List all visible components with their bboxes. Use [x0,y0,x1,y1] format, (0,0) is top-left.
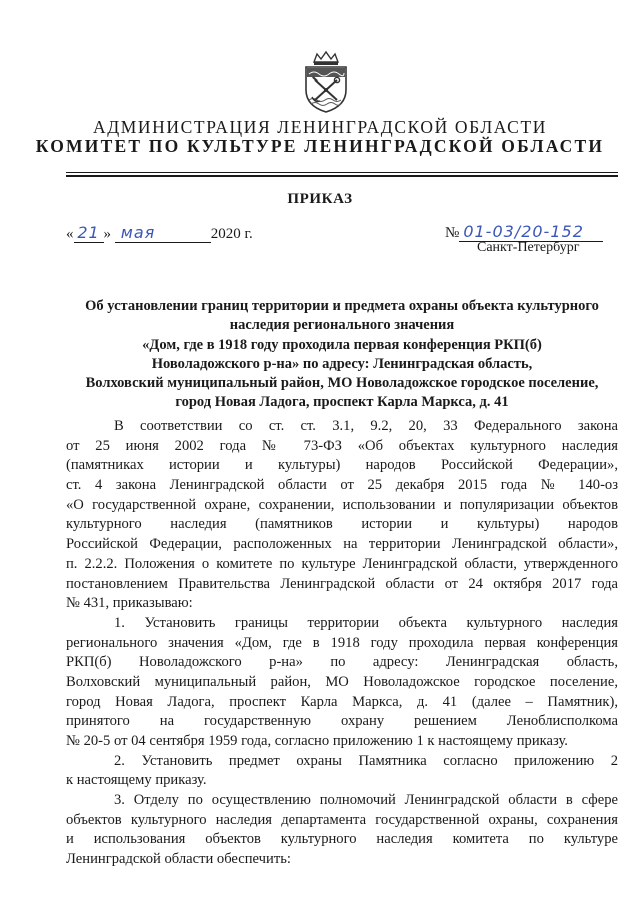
body-line: постановлением Правительства Ленинградской области от 24 октября 2017 года [66,575,618,592]
title-line: «Дом, где в 1918 году проходила первая конференция РКП(б) [142,336,542,353]
title-line: город Новая Ладога, проспект Карла Маркса, д. 41 [175,394,509,411]
body-line: «О государственной охране, сохранении, использовании и популяризации объектов [66,496,618,513]
order-number [445,222,615,242]
body-line: ст. 4 закона Ленинградской области от 25 декабря 2015 года № 140-оз [66,477,618,494]
city: Санкт-Петербург [477,240,580,255]
body-line: п. 2.2.2. Положения о комитете по культуре Ленинградской области, утвержденного [66,555,618,572]
number-value: 01-03/20-152 [459,222,603,242]
order-date [66,223,253,243]
body-line: 3. Отделу по осуществлению полномочий Ленинградской области в сфере [114,792,618,809]
title-line: Волховский муниципальный район, МО Новоладожское городское поселение, [85,375,599,392]
body-line: город Новая Ладога, проспект Карла Маркса, д. 41 (далее – Памятник), [66,693,618,710]
header-divider-thick [66,175,618,177]
committee-name: КОМИТЕТ ПО КУЛЬТУРЕ ЛЕНИНГРАДСКОЙ ОБЛАСТИ [35,136,605,156]
body-line: В соответствии со ст. ст. 3.1, 9.2, 20, 33 Федерального закона [114,418,618,434]
body-line: 2. Установить предмет охраны Памятника согласно приложению 2 [114,752,618,769]
body-line: № 20-5 от 04 сентября 1959 года, согласно приложению 1 к настоящему приказу. [66,733,568,749]
body-line: регионального значения «Дом, где в 1918 году проходила первая конференция [66,634,618,651]
body-line: и использования объектов культурного наследия комитета по культуре [66,831,618,848]
body-line: к настоящему приказу. [66,772,207,789]
document-body [66,417,618,870]
document-type: ПРИКАЗ [287,191,353,207]
header-divider-thin [66,172,618,173]
body-line: Ленинградской области обеспечить: [66,851,291,868]
title-line: Об установлении границ территории и предмета охраны объекта культурного [85,298,599,314]
date-day: 21 [74,223,104,243]
body-line: принятого на государственную охрану решением Леноблисполкома [66,713,618,730]
administration-name: АДМИНИСТРАЦИЯ ЛЕНИНГРАДСКОЙ ОБЛАСТИ [93,117,547,137]
body-line: от 25 июня 2002 года № 73-ФЗ «Об объектах культурного наследия [66,437,618,454]
document-title [66,297,618,413]
body-line: 1. Установить границы территории объекта культурного наследия [114,614,618,631]
body-line: РКП(б) Новоладожского р-на» по адресу: Ленинградская область, [66,654,618,671]
body-line: Волховский муниципальный район, МО Новоладожское городское поселение, [66,673,618,690]
title-line: наследия регионального значения [229,317,455,334]
date-open-quote: « [66,226,74,242]
title-line: Новоладожского р-на» по адресу: Ленинградская область, [151,355,533,372]
body-line: (памятниках истории и культуры) народов Российской Федерации», [66,457,618,474]
date-month: мая [115,223,211,243]
date-year: 2020 г. [210,226,253,242]
body-line: культурного наследия (памятников истории и культуры) народов [66,516,618,533]
body-line: объектов культурного наследия департамента государственной охраны, сохранения [66,811,618,828]
body-line: Российской Федерации, расположенных на территории Ленинградской области», [66,536,618,553]
number-prefix: № [445,225,460,241]
date-close-quote: » [103,226,111,242]
coat-of-arms-icon [301,50,351,114]
body-line: № 431, приказываю: [66,595,193,612]
